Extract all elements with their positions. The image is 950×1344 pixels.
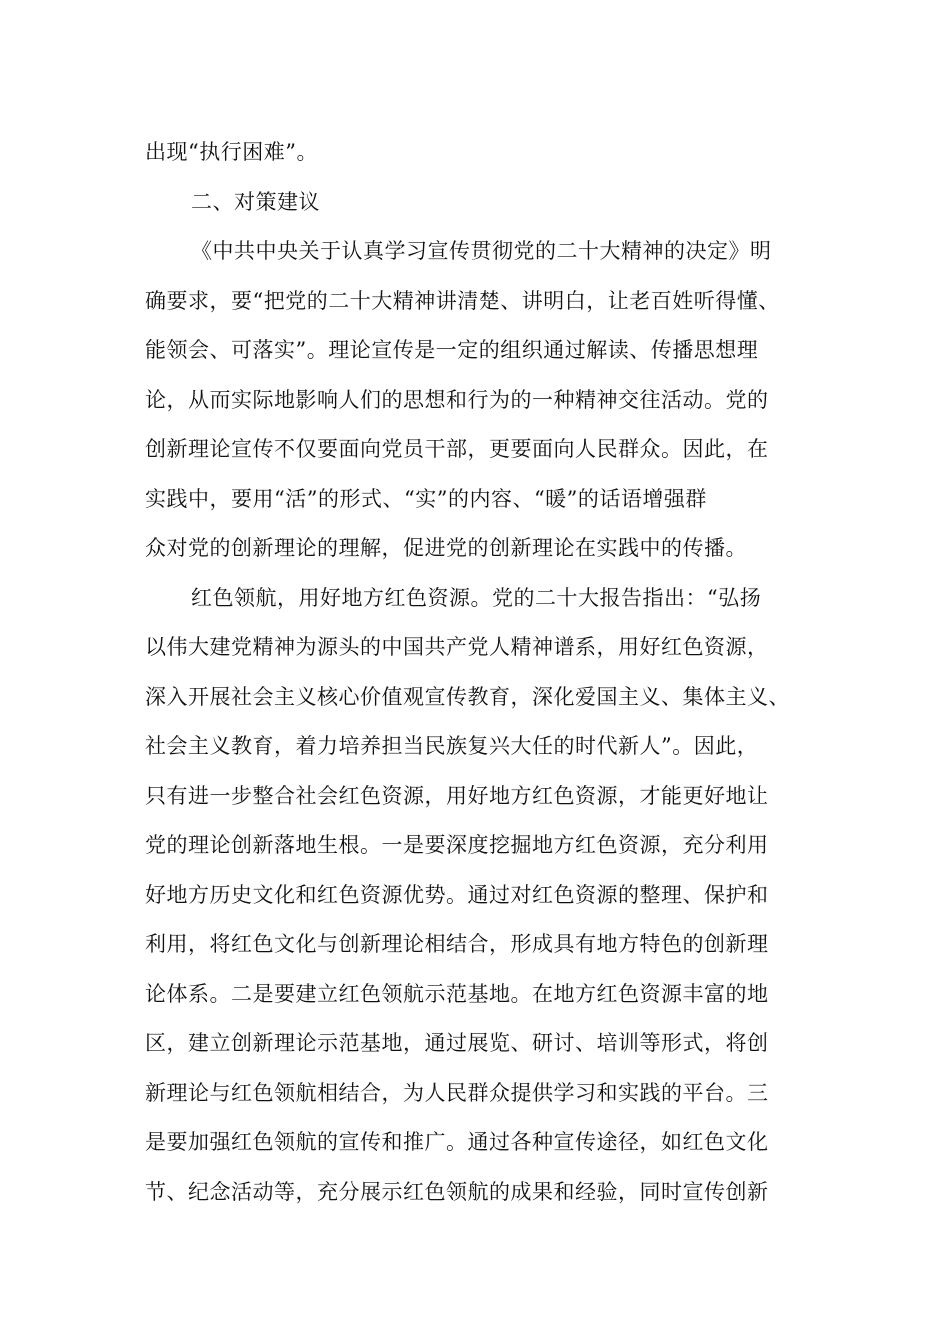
paragraph-line: 党的理论创新落地生根。一是要深度挖掘地方红色资源，充分利用: [145, 833, 769, 857]
paragraph-line: 论体系。二是要建立红色领航示范基地。在地方红色资源丰富的地: [145, 981, 769, 1006]
paragraph-line: 节、纪念活动等，充分展示红色领航的成果和经验，同时宣传创新: [145, 1179, 769, 1204]
paragraph-line: 社会主义教育，着力培养担当民族复兴大任的时代新人”。因此，: [145, 734, 759, 758]
paragraph-line: 以伟大建党精神为源头的中国共产党人精神谱系，用好红色资源，: [145, 635, 769, 659]
document-body: [145, 128, 815, 1217]
paragraph-line: 创新理论宣传不仅要面向党员干部，更要面向人民群众。因此，在: [145, 437, 769, 461]
section-heading: 二、对策建议: [191, 189, 320, 214]
paragraph-line: 深入开展社会主义核心价值观宣传教育，深化爱国主义、集体主义、: [145, 684, 790, 709]
paragraph-line: 能领会、可落实”。理论宣传是一定的组织通过解读、传播思想理: [145, 338, 759, 362]
paragraph-line: 确要求，要“把党的二十大精神讲清楚、讲明白，让老百姓听得懂、: [145, 288, 780, 313]
paragraph-line: 论，从而实际地影响人们的思想和行为的一种精神交往活动。党的: [145, 387, 769, 412]
paragraph-line: 红色领航，用好地方红色资源。党的二十大报告指出：“弘扬: [191, 585, 762, 610]
paragraph-line: 《中共中央关于认真学习宣传贯彻党的二十大精神的决定》明: [191, 239, 772, 263]
paragraph-line: 出现“执行困难”。: [145, 140, 318, 164]
paragraph-line: 实践中，要用“活”的形式、“实”的内容、“暖”的话语增强群: [145, 486, 707, 511]
paragraph-line: 利用，将红色文化与创新理论相结合，形成具有地方特色的创新理: [145, 932, 769, 956]
paragraph-line: 是要加强红色领航的宣传和推广。通过各种宣传途径，如红色文化: [145, 1130, 769, 1154]
paragraph-line: 好地方历史文化和红色资源优势。通过对红色资源的整理、保护和: [145, 882, 769, 907]
paragraph-line: 区，建立创新理论示范基地，通过展览、研讨、培训等形式，将创: [145, 1031, 769, 1055]
paragraph-line: 新理论与红色领航相结合，为人民群众提供学习和实践的平台。三: [145, 1080, 769, 1105]
paragraph-line: 只有进一步整合社会红色资源，用好地方红色资源，才能更好地让: [145, 783, 769, 808]
paragraph-line: 众对党的创新理论的理解，促进党的创新理论在实践中的传播。: [145, 536, 747, 560]
